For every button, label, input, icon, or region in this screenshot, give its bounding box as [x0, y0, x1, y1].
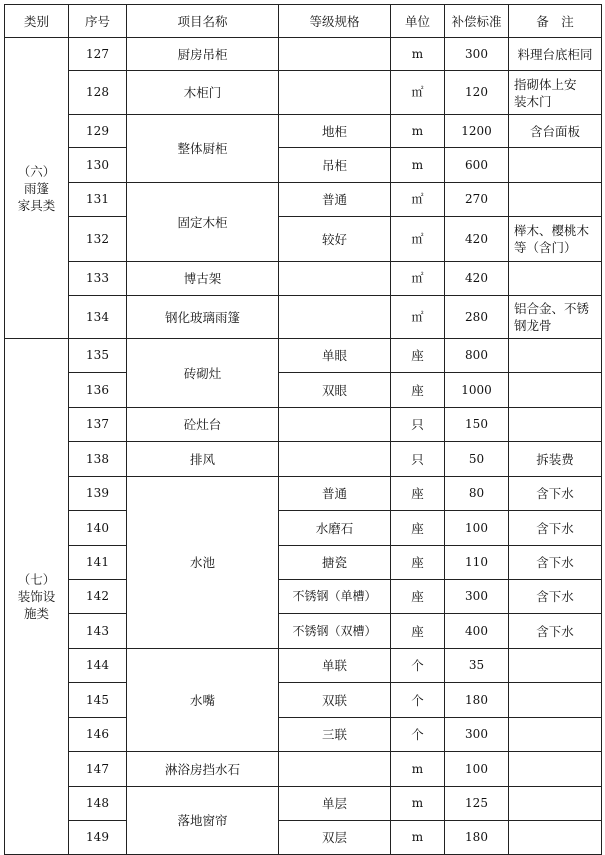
- category-cell: （六） 雨篷 家具类: [5, 38, 69, 339]
- compensation-table: [4, 4, 602, 855]
- row-number: 140: [69, 511, 127, 546]
- grade-spec: [279, 408, 391, 442]
- note: 榉木、樱桃木 等（含门）: [509, 217, 602, 262]
- grade-spec: 普通: [279, 477, 391, 511]
- item-name: 落地窗帘: [127, 787, 279, 855]
- price: 80: [445, 477, 509, 511]
- note: 含台面板: [509, 115, 602, 148]
- note: [509, 339, 602, 373]
- unit: m: [391, 787, 445, 821]
- note: [509, 649, 602, 683]
- row-number: 132: [69, 217, 127, 262]
- table-row: [5, 115, 602, 148]
- table-row: [5, 38, 602, 71]
- price: 300: [445, 38, 509, 71]
- note: [509, 718, 602, 752]
- price: 125: [445, 787, 509, 821]
- row-number: 130: [69, 148, 127, 183]
- row-number: 128: [69, 71, 127, 115]
- price: 1000: [445, 373, 509, 408]
- grade-spec: 双层: [279, 821, 391, 855]
- note: [509, 183, 602, 217]
- grade-spec: 水磨石: [279, 511, 391, 546]
- grade-spec: [279, 71, 391, 115]
- table-row: [5, 821, 602, 855]
- item-name: 水嘴: [127, 649, 279, 752]
- header-note: 备 注: [509, 5, 602, 38]
- table-row: [5, 649, 602, 683]
- row-number: 144: [69, 649, 127, 683]
- unit: 座: [391, 511, 445, 546]
- grade-spec: [279, 38, 391, 71]
- note: 拆装费: [509, 442, 602, 477]
- row-number: 131: [69, 183, 127, 217]
- grade-spec: 双联: [279, 683, 391, 718]
- unit: ㎡: [391, 183, 445, 217]
- item-name: 排风: [127, 442, 279, 477]
- table-row: [5, 408, 602, 442]
- note: 含下水: [509, 477, 602, 511]
- row-number: 149: [69, 821, 127, 855]
- table-row: [5, 339, 602, 373]
- grade-spec: 地柜: [279, 115, 391, 148]
- price: 180: [445, 683, 509, 718]
- item-name: 博古架: [127, 262, 279, 296]
- item-name: 砼灶台: [127, 408, 279, 442]
- table-row: [5, 546, 602, 580]
- grade-spec: [279, 296, 391, 339]
- row-number: 138: [69, 442, 127, 477]
- note: 指砌体上安 装木门: [509, 71, 602, 115]
- table-row: [5, 477, 602, 511]
- unit: 只: [391, 442, 445, 477]
- price: 120: [445, 71, 509, 115]
- grade-spec: 单联: [279, 649, 391, 683]
- row-number: 142: [69, 580, 127, 614]
- item-name: 水池: [127, 477, 279, 649]
- note: 铝合金、不锈 钢龙骨: [509, 296, 602, 339]
- header-price: 补偿标准: [445, 5, 509, 38]
- table-row: [5, 752, 602, 787]
- item-name: 淋浴房挡水石: [127, 752, 279, 787]
- table-row: [5, 442, 602, 477]
- table-row: [5, 296, 602, 339]
- table-row: [5, 148, 602, 183]
- table-row: [5, 718, 602, 752]
- item-name: 砖砌灶: [127, 339, 279, 408]
- item-name: 整体厨柜: [127, 115, 279, 183]
- price: 270: [445, 183, 509, 217]
- unit: 个: [391, 649, 445, 683]
- note: [509, 148, 602, 183]
- grade-spec: 吊柜: [279, 148, 391, 183]
- price: 50: [445, 442, 509, 477]
- note: 含下水: [509, 511, 602, 546]
- unit: 个: [391, 683, 445, 718]
- grade-spec: 不锈钢（双槽）: [279, 614, 391, 649]
- category-cell: （七） 装饰设 施类: [5, 339, 69, 855]
- note: 含下水: [509, 614, 602, 649]
- price: 110: [445, 546, 509, 580]
- note: [509, 821, 602, 855]
- unit: m: [391, 148, 445, 183]
- grade-spec: 不锈钢（单槽）: [279, 580, 391, 614]
- item-name: 木柜门: [127, 71, 279, 115]
- grade-spec: 普通: [279, 183, 391, 217]
- note: 料理台底柜同: [509, 38, 602, 71]
- item-name: 钢化玻璃雨篷: [127, 296, 279, 339]
- row-number: 129: [69, 115, 127, 148]
- price: 800: [445, 339, 509, 373]
- price: 100: [445, 752, 509, 787]
- price: 420: [445, 217, 509, 262]
- price: 600: [445, 148, 509, 183]
- unit: m: [391, 752, 445, 787]
- unit: m: [391, 821, 445, 855]
- grade-spec: [279, 442, 391, 477]
- note: [509, 752, 602, 787]
- price: 1200: [445, 115, 509, 148]
- header-category: 类别: [5, 5, 69, 38]
- note: [509, 408, 602, 442]
- row-number: 134: [69, 296, 127, 339]
- row-number: 145: [69, 683, 127, 718]
- unit: ㎡: [391, 71, 445, 115]
- header-number: 序号: [69, 5, 127, 38]
- table-row: [5, 373, 602, 408]
- grade-spec: 双眼: [279, 373, 391, 408]
- note: [509, 262, 602, 296]
- header-row: [5, 5, 602, 38]
- grade-spec: 单层: [279, 787, 391, 821]
- grade-spec: 搪瓷: [279, 546, 391, 580]
- row-number: 133: [69, 262, 127, 296]
- note: 含下水: [509, 546, 602, 580]
- grade-spec: 三联: [279, 718, 391, 752]
- table-row: [5, 787, 602, 821]
- table-row: [5, 580, 602, 614]
- price: 180: [445, 821, 509, 855]
- price: 35: [445, 649, 509, 683]
- unit: 座: [391, 614, 445, 649]
- row-number: 148: [69, 787, 127, 821]
- unit: m: [391, 38, 445, 71]
- table-row: [5, 71, 602, 115]
- row-number: 146: [69, 718, 127, 752]
- unit: 座: [391, 477, 445, 511]
- unit: ㎡: [391, 217, 445, 262]
- price: 300: [445, 718, 509, 752]
- note: [509, 683, 602, 718]
- row-number: 137: [69, 408, 127, 442]
- unit: 座: [391, 339, 445, 373]
- price: 400: [445, 614, 509, 649]
- unit: ㎡: [391, 296, 445, 339]
- grade-spec: 较好: [279, 217, 391, 262]
- header-unit: 单位: [391, 5, 445, 38]
- row-number: 139: [69, 477, 127, 511]
- row-number: 147: [69, 752, 127, 787]
- price: 280: [445, 296, 509, 339]
- price: 100: [445, 511, 509, 546]
- note: 含下水: [509, 580, 602, 614]
- table-row: [5, 614, 602, 649]
- row-number: 135: [69, 339, 127, 373]
- unit: m: [391, 115, 445, 148]
- header-item-name: 项目名称: [127, 5, 279, 38]
- price: 420: [445, 262, 509, 296]
- unit: 个: [391, 718, 445, 752]
- unit: 座: [391, 546, 445, 580]
- price: 150: [445, 408, 509, 442]
- item-name: 固定木柜: [127, 183, 279, 262]
- table-row: [5, 183, 602, 217]
- note: [509, 373, 602, 408]
- table-row: [5, 683, 602, 718]
- row-number: 143: [69, 614, 127, 649]
- unit: ㎡: [391, 262, 445, 296]
- unit: 座: [391, 580, 445, 614]
- price: 300: [445, 580, 509, 614]
- grade-spec: [279, 262, 391, 296]
- header-grade-spec: 等级规格: [279, 5, 391, 38]
- row-number: 127: [69, 38, 127, 71]
- row-number: 136: [69, 373, 127, 408]
- unit: 座: [391, 373, 445, 408]
- table-row: [5, 511, 602, 546]
- unit: 只: [391, 408, 445, 442]
- grade-spec: [279, 752, 391, 787]
- table-row: [5, 262, 602, 296]
- table-row: [5, 217, 602, 262]
- row-number: 141: [69, 546, 127, 580]
- note: [509, 787, 602, 821]
- item-name: 厨房吊柜: [127, 38, 279, 71]
- grade-spec: 单眼: [279, 339, 391, 373]
